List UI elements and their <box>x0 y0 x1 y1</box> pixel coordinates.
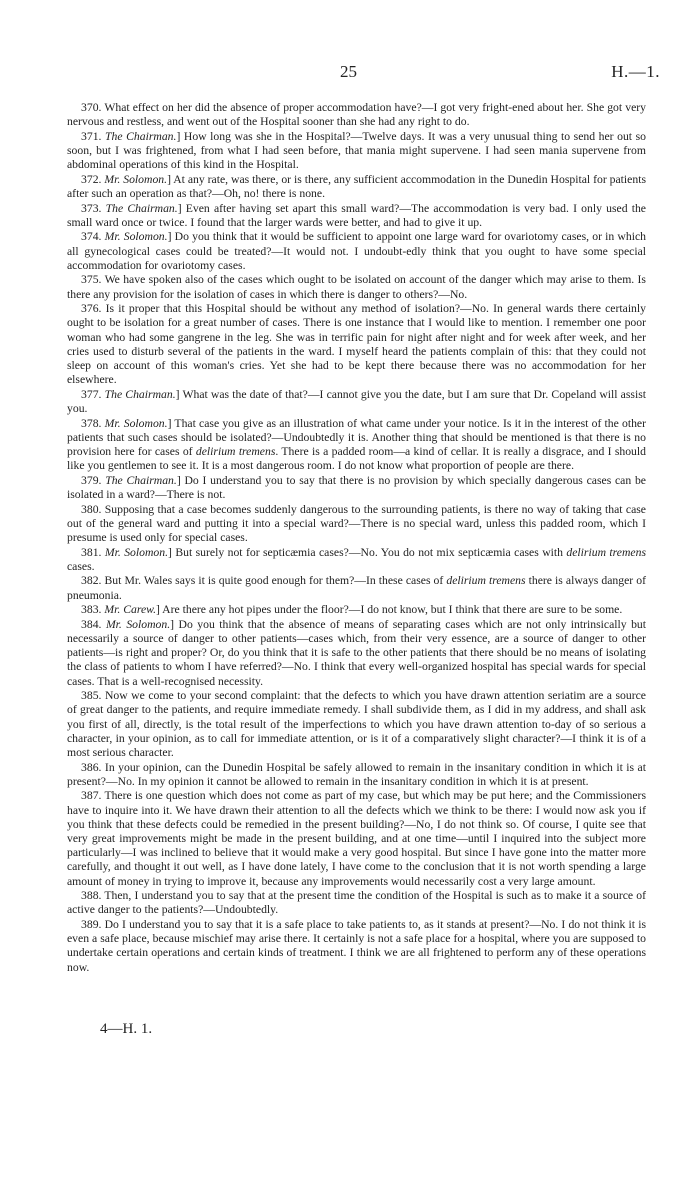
italic-run: Mr. Solomon. <box>105 617 171 631</box>
text-run: ] Do I understand you to say that there is no provision by which specially dangerous cases can be isolated in a ward?—There is not. <box>67 473 646 501</box>
paragraph <box>67 130 646 173</box>
paragraph <box>67 618 646 689</box>
text-run: ] Do you think that the absence of means of separating cases which are not only intrinsically but necessarily a source of danger to other patients—cases which, from their very essence, are a source of danger to other patients—is right and proper? Or, do you think that it is safe to the other patients that there should be no means of isolating the class of patients to whom I have referred?—No. I think that every well-organized hospital has special wards for special cases. That is a well-recognised necessity. <box>67 617 646 688</box>
page-header <box>0 62 700 84</box>
text-run: 379. <box>81 473 106 487</box>
paragraph <box>67 302 646 387</box>
paragraph <box>67 918 646 975</box>
text-run: ] That case you give as an illustration of what came under your notice. Is it in the interest of the other patients that such cases should be isolated?—Undoubtedly it is. Another thing that should be mentioned is that there is no provision here for cases of <box>67 416 646 458</box>
italic-run: The Chairman. <box>105 473 177 487</box>
italic-run: The Chairman. <box>105 201 178 215</box>
paragraph <box>67 689 646 760</box>
text-run: 380. Supposing that a case becomes suddenly dangerous to the surrounding patients, is there no way of taking that case out of the general ward and putting it into a special ward?—There is no special ward, unless this padded room, which I presume is used only for special cases. <box>67 502 646 544</box>
paragraph <box>67 546 646 574</box>
paragraph <box>67 202 646 230</box>
text-run: ] How long was she in the Hospital?—Twelve days. It was a very unusual thing to send her out so soon, but I was frightened, from what I had seen before, that mania might supervene. I had seen mania supervene from abdominal operations of this kind in the Hospital. <box>67 129 646 172</box>
paragraph <box>67 273 646 301</box>
paragraph <box>67 388 646 416</box>
text-run: 374. <box>81 230 105 244</box>
text-run: 386. In your opinion, can the Dunedin Hospital be safely allowed to remain in the insanitary condition in which it is at present?—No. In my opinion it cannot be allowed to remain in the insanitary condition in which it is at present. <box>67 760 646 788</box>
text-run: 382. But Mr. Wales says it is quite good enough for them?—In these cases of <box>81 574 447 588</box>
text-run: . There is a padded room—a kind of cellar. It is really a disgrace, and I should like you gentlemen to see it. It is a most dangerous room. I do not know what proportion of people are there. <box>67 445 646 473</box>
text-run: 378. <box>81 416 105 430</box>
italic-run: Mr. Solomon. <box>104 230 168 244</box>
document-reference: H.—1. <box>611 62 660 81</box>
italic-run: Mr. Solomon. <box>104 172 168 186</box>
text-run: cases. <box>67 559 95 573</box>
paragraph <box>67 889 646 917</box>
text-run: 385. Now we come to your second complaint: that the defects to which you have drawn attention seriatim are a source of great danger to the patients, and require immediate remedy. I shall subdivide them, as I did in my address, and shall ask you first of all, directly, is the total result of the imperfections to which you have drawn attention to-day of so serious a character, in your opinion, as to call for immediate attention, or is it of a comparatively slight character?—I think it is of a most serious character. <box>67 689 646 759</box>
paragraph <box>67 761 646 789</box>
paragraph <box>67 503 646 546</box>
paragraph <box>67 173 646 201</box>
italic-run: delirium tremens <box>566 545 646 559</box>
text-run: 372. <box>81 172 105 186</box>
text-run: 370. What effect on her did the absence of proper accommodation have?—I got very fright-ened about her. She got very nervous and restless, and went out of the Hospital sooner than she had any right to do. <box>67 101 646 129</box>
italic-run: The Chairman. <box>104 387 176 401</box>
text-run: 381. <box>81 545 105 559</box>
text-run: ] Even after having set apart this small ward?—The accommodation is very bad. I only used the small ward once or twice. I found that the larger wards were better, and had to give it up. <box>67 201 646 229</box>
paragraph <box>67 603 646 617</box>
text-run: 388. Then, I understand you to say that at the present time the condition of the Hospital is such as to make it a source of active danger to the patients?—Undoubtedly. <box>67 889 646 917</box>
text-run: 375. We have spoken also of the cases which ought to be isolated on account of the danger which may arise to them. Is there any provision for the isolation of cases in which there is danger to others?—No. <box>67 273 646 301</box>
body-text <box>67 101 646 975</box>
text-run: 373. <box>81 201 106 215</box>
text-run: ] But surely not for septicæmia cases?—No. You do not mix septicæmia cases with <box>168 545 567 559</box>
page-number: 25 <box>340 62 357 81</box>
paragraph <box>67 474 646 502</box>
text-run: 383. <box>81 603 105 617</box>
text-run: 376. Is it proper that this Hospital should be without any method of isolation?—No. In general wards there certainly ought to be isolation for a great number of cases. There is one instance that I would like to mention. I remember one poor woman who had some gangrene in the leg. She was in terrific pain for night after night and for week after week, and her cries used to disturb several of the patients in the ward. I myself heard the patients complain of this: that they could not sleep on account of this woman's cries. Yet she had to be kept there because there was no accommodation for her elsewhere. <box>67 302 646 387</box>
paragraph <box>67 230 646 273</box>
paragraph <box>67 101 646 129</box>
text-run: there is always danger of pneumonia. <box>67 574 646 602</box>
text-run: ] What was the date of that?—I cannot give you the date, but I am sure that Dr. Copeland will assist you. <box>67 387 646 415</box>
text-run: 371. <box>81 129 106 143</box>
text-run: 387. There is one question which does not come as part of my case, but which may be put here; and the Commissioners have to inquire into it. We have drawn their attention to all the defects which we think to be there: I would now ask you if you think that these defects could be remedied in the present building?—No, I do not think so. Of course, I quite see that very great improvements might be made in the present building, and at one time—until I inquired into the subject more particularly—I was inclined to believe that it would make a very good hospital. But since I have gone into the matter more carefully, and thought it out well, as I have done lately, I have come to the conclusion that it is not worth spending a large amount of money in trying to improve it, because any improvements would necessarily cost a very large amount. <box>67 789 646 888</box>
paragraph <box>67 574 646 602</box>
italic-run: Mr. Carew. <box>104 603 156 617</box>
paragraph <box>67 417 646 474</box>
italic-run: The Chairman. <box>105 129 177 143</box>
text-run: 377. <box>81 387 105 401</box>
italic-run: Mr. Solomon. <box>104 416 168 430</box>
text-run: ] At any rate, was there, or is there, any sufficient accommodation in the Dunedin Hospital for patients after such an operation as that?—Oh, no! there is none. <box>67 172 646 200</box>
italic-run: delirium tremens <box>195 445 276 458</box>
italic-run: Mr. Solomon. <box>104 545 169 559</box>
text-run: ] Do you think that it would be sufficient to appoint one large ward for ovariotomy cases, or in which all gynecological cases could be treated?—It would not. I undoubt-edly think that you ought to have some special accommodation for ovariotomy cases. <box>67 230 646 272</box>
italic-run: delirium tremens <box>446 574 526 588</box>
text-run: 384. <box>81 617 106 631</box>
paragraph <box>67 789 646 888</box>
text-run: ] Are there any hot pipes under the floor?—I do not know, but I think that there are sure to be some. <box>156 603 623 617</box>
text-run: 389. Do I understand you to say that it is a safe place to take patients to, as it stands at present?—No. I do not think it is even a safe place, because mischief may arise there. It certainly is not a safe place for a hospital, where you are supposed to undertake certain operations and certain kinds of treatment. I think we are all frightened to perform any of these operations now. <box>67 918 646 974</box>
printer-signature: 4—H. 1. <box>100 1021 153 1037</box>
